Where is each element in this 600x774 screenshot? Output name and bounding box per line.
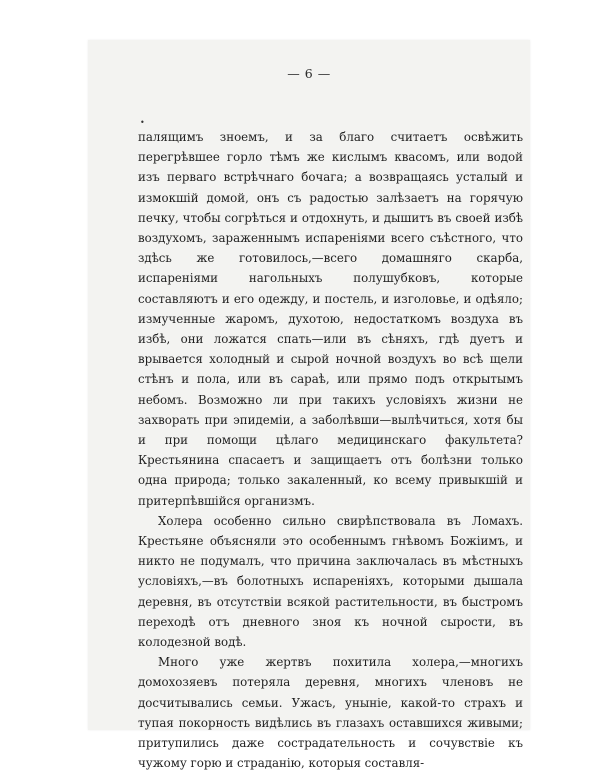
ink-dot-mark: • [140,118,145,127]
paragraph: палящимъ зноемъ, и за благо считаетъ освѣжить перегрѣвшее горло тѣмъ же кислымъ квасомъ, или водой изъ перваго встрѣчнаго бочага; а возвращаясь усталый и измокшій домой, онъ съ радостью залѣзаетъ на горячую печку, чтобы согрѣться и отдохнуть, и дышитъ въ своей избѣ воздухомъ, зараженнымъ испареніями всего съѣстного, что здѣсь же готовилось,—всего домашняго скарба, испареніями нагольныхъ полушубковъ, которые составляютъ и его одежду, и постель, и изголовье, и одѣяло; измученные жаромъ, духотою, недостаткомъ воздуха въ избѣ, они ложатся спать—или въ сѣняхъ, гдѣ дуетъ и врывается холодный и сырой ночной воздухъ во всѣ щели стѣнъ и пола, или въ сараѣ, или прямо подъ открытымъ небомъ. Возможно ли при такихъ условіяхъ жизни не захворать при эпидеміи, а заболѣвши—вылѣчиться, хотя бы и при помощи цѣлаго медицинскаго факультета? Крестьянина спасаетъ и защищаетъ отъ болѣзни только одна природа; только закаленный, ко всему привыкшій и притерпѣвшійся организмъ. [138,130,523,508]
paragraph: Много уже жертвъ похитила холера,—многихъ домохозяевъ потеряла деревня, многихъ членовъ не досчитывались семьи. Ужасъ, уныніе, какой-то страхъ и тупая покорность видѣлись въ глазахъ оставшихся живыми; притупились даже сострадательность и сочувствіе къ чужому горю и страданію, которыя составля- [138,655,523,771]
scanned-page [88,40,530,771]
page-body [138,127,523,774]
page-number: — 6 — [287,66,331,81]
paragraph: Холера особенно сильно свирѣпствовала въ Ломахъ. Крестьяне объясняли это особеннымъ гнѣвомъ Божіимъ, и никто не подумалъ, что причина заключалась въ мѣстныхъ условіяхъ,—въ болотныхъ испареніяхъ, которыми дышала деревня, въ отсутствіи всякой растительности, въ быстромъ переходѣ отъ дневного зноя къ ночной сырости, въ колодезной водѣ. [138,513,523,650]
